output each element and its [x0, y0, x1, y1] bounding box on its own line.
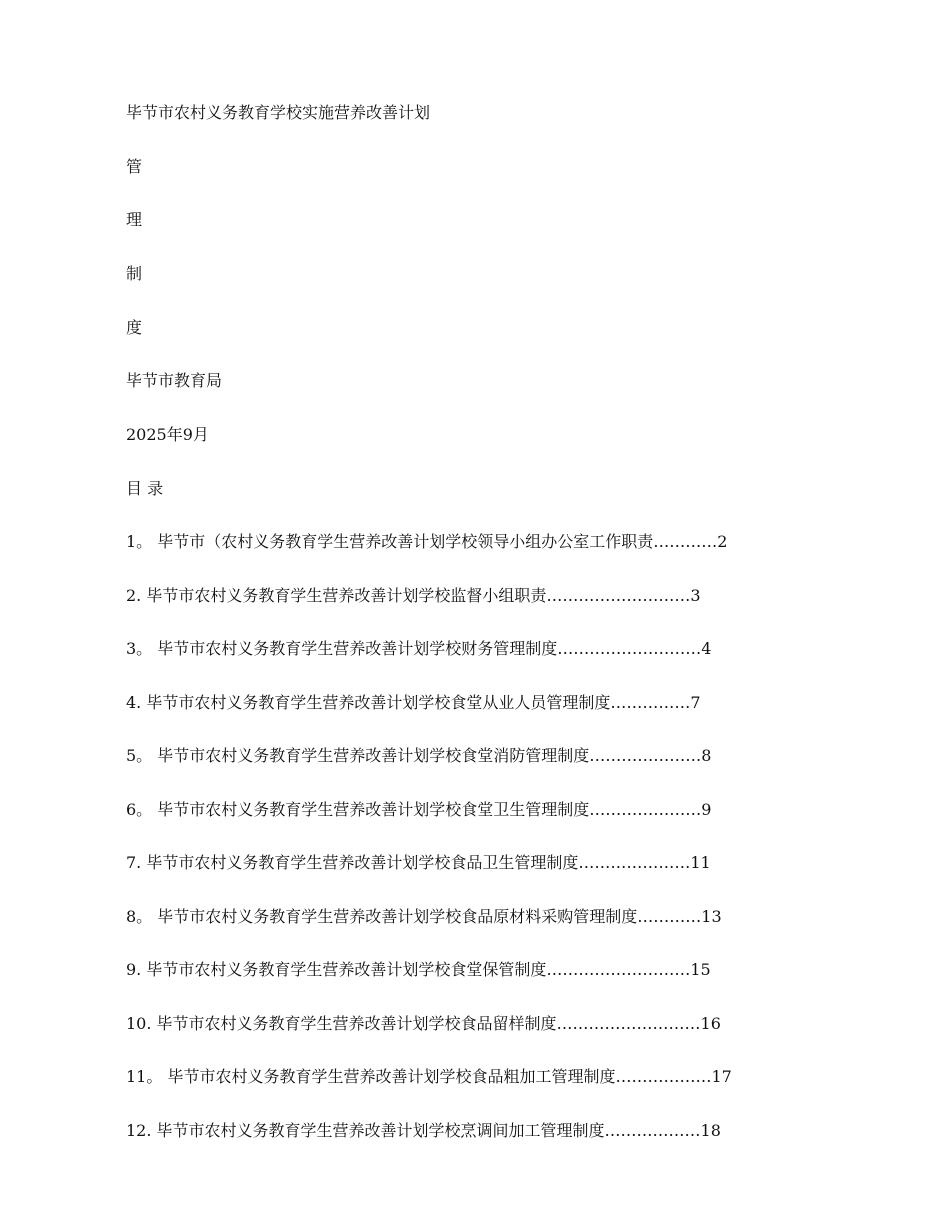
title-char-3: 制 [126, 264, 143, 283]
toc-entry[interactable]: 7. 毕节市农村义务教育学生营养改善计划学校食品卫生管理制度…………………11 [126, 853, 711, 872]
toc-entry[interactable]: 3。 毕节市农村义务教育学生营养改善计划学校财务管理制度………………………4 [126, 639, 712, 658]
toc-entry[interactable]: 11。 毕节市农村义务教育学生营养改善计划学校食品粗加工管理制度………………17 [126, 1067, 732, 1086]
toc-entry[interactable]: 4. 毕节市农村义务教育学生营养改善计划学校食堂从业人员管理制度……………7 [126, 693, 701, 712]
title-char-2: 理 [126, 210, 143, 229]
issuer: 毕节市教育局 [126, 371, 223, 390]
toc-entry[interactable]: 2. 毕节市农村义务教育学生营养改善计划学校监督小组职责………………………3 [126, 586, 701, 605]
toc-entry[interactable]: 10. 毕节市农村义务教育学生营养改善计划学校食品留样制度………………………16 [126, 1014, 721, 1033]
toc-entry[interactable]: 6。 毕节市农村义务教育学生营养改善计划学校食堂卫生管理制度…………………9 [126, 800, 712, 819]
toc-entry[interactable]: 12. 毕节市农村义务教育学生营养改善计划学校烹调间加工管理制度………………18 [126, 1121, 721, 1140]
title-char-4: 度 [126, 318, 143, 337]
toc-entry[interactable]: 9. 毕节市农村义务教育学生营养改善计划学校食堂保管制度………………………15 [126, 960, 711, 979]
document-title: 毕节市农村义务教育学校实施营养改善计划 [126, 103, 431, 122]
toc-heading: 目 录 [126, 479, 164, 498]
toc-entry[interactable]: 5。 毕节市农村义务教育学生营养改善计划学校食堂消防管理制度…………………8 [126, 746, 712, 765]
title-char-1: 管 [126, 157, 143, 176]
toc-entry[interactable]: 8。 毕节市农村义务教育学生营养改善计划学校食品原材料采购管理制度…………13 [126, 907, 722, 926]
document-date: 2025年9月 [126, 425, 209, 444]
toc-entry[interactable]: 1。 毕节市（农村义务教育学生营养改善计划学校领导小组办公室工作职责…………2 [126, 532, 728, 551]
